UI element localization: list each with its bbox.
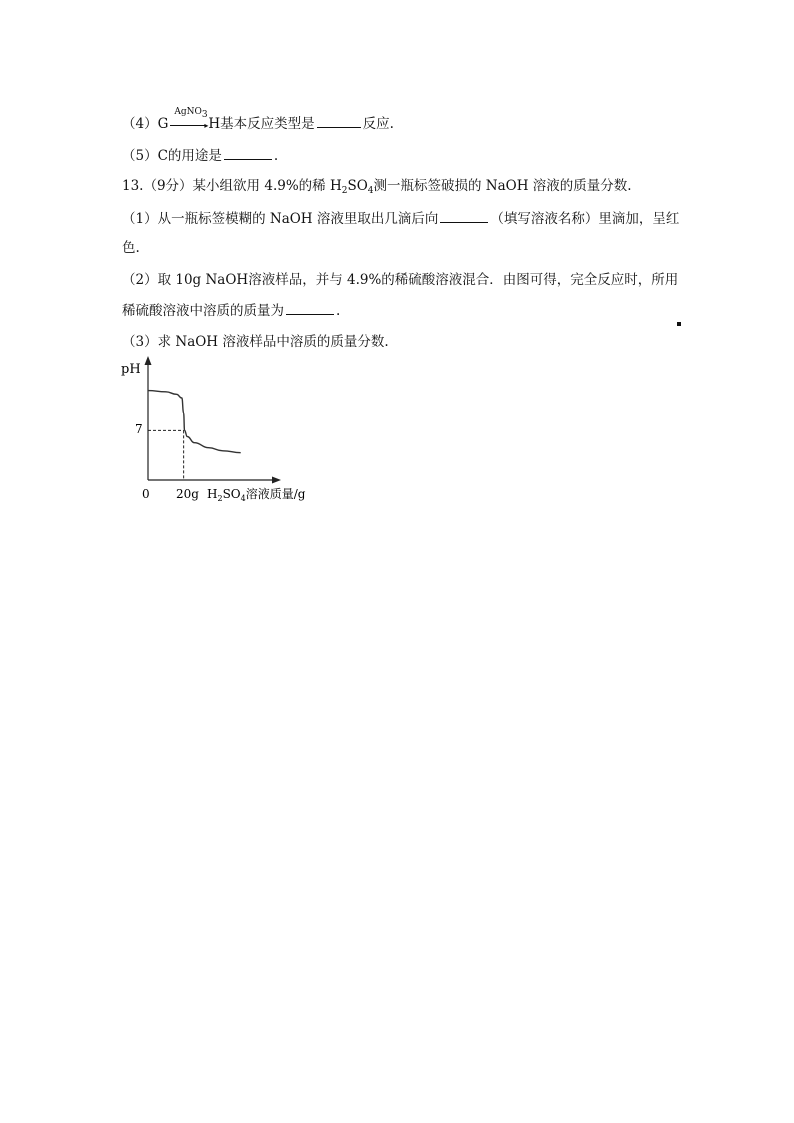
question-13-part-2-cont — [122, 300, 340, 321]
reaction-arrow — [168, 107, 209, 133]
part-1-text: （1）从一瓶标签模糊的 NaOH 溶液里取出几滴后向 — [122, 211, 439, 227]
q13-title-text: 13.（9分）某小组欲用 4.9%的稀 H — [122, 178, 342, 194]
answer-blank[interactable] — [317, 113, 361, 128]
arrow-line — [170, 125, 206, 126]
question-13-title — [122, 176, 632, 201]
q4-product: H — [208, 116, 221, 132]
q4-suffix: 反应. — [362, 116, 394, 132]
answer-blank[interactable] — [224, 145, 272, 160]
part-1-text: （填写溶液名称）里滴加，呈红 — [490, 211, 680, 227]
stray-dot — [677, 322, 681, 326]
part-2-text: （2）取 10g NaOH溶液样品，并与 4.9%的稀硫酸溶液混合．由图可得，完全反应时，所用 — [122, 272, 679, 288]
part-3-text: （3）求 NaOH 溶液样品中溶质的质量分数. — [122, 334, 389, 350]
subscript: 2 — [341, 186, 348, 196]
question-13-part-1-cont — [122, 238, 140, 258]
arrow-head-icon: ▸ — [204, 121, 209, 130]
answer-blank[interactable] — [440, 208, 488, 223]
question-4 — [122, 107, 394, 134]
q5-prefix: （5）C的用途是 — [122, 148, 222, 164]
y-tick-label: 7 — [135, 422, 143, 436]
ph-curve — [148, 391, 241, 453]
x-tick-label: 20g — [176, 487, 199, 501]
q4-prefix: （4）G — [122, 116, 169, 132]
q13-title-text: 测一瓶标签破损的 NaOH 溶液的质量分数. — [373, 178, 632, 194]
q5-suffix: . — [273, 148, 279, 164]
x-axis-arrow-icon — [272, 477, 281, 484]
q4-text: 基本反应类型是 — [220, 116, 315, 132]
q13-title-text: SO — [347, 178, 368, 194]
question-13-part-2 — [122, 270, 678, 290]
answer-blank[interactable] — [286, 300, 334, 315]
part-2-text: 稀硫酸溶液中溶质的质量为 — [122, 303, 284, 319]
subscript: 4 — [367, 186, 374, 196]
part-1-text: 色. — [122, 240, 140, 256]
arrow-reagent: AgNO3 — [174, 107, 208, 120]
x-axis-label: $H_2SO_4$溶液质量/g — [207, 487, 306, 503]
question-13-part-1 — [122, 208, 679, 229]
part-2-text: . — [336, 303, 341, 319]
y-axis-arrow-icon — [145, 356, 152, 365]
question-13-part-3 — [122, 332, 389, 352]
y-axis-label: pH — [121, 362, 141, 377]
ph-chart — [115, 352, 345, 512]
question-5 — [122, 145, 278, 166]
origin-label: 0 — [142, 487, 150, 501]
